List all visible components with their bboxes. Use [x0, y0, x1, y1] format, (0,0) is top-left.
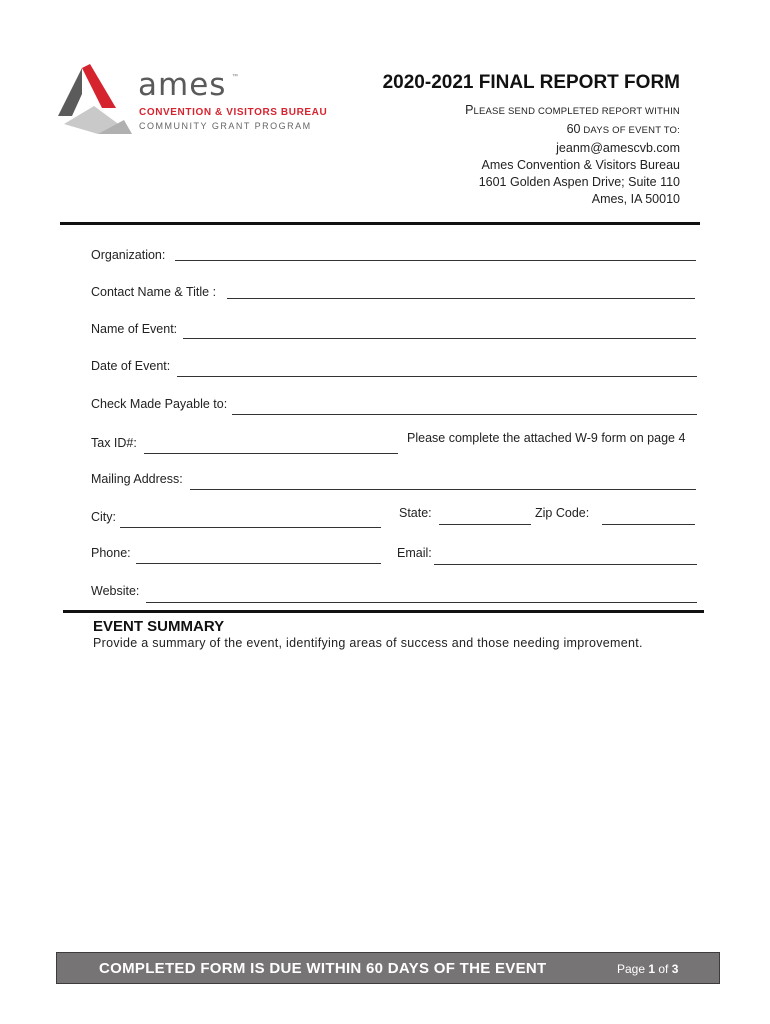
- address-street: 1601 Golden Aspen Drive; Suite 110: [478, 175, 680, 189]
- page-indicator: Page 1 of 3: [617, 962, 679, 976]
- organization-label: Organization:: [91, 248, 166, 262]
- contact-email: jeanm@amescvb.com: [556, 141, 680, 155]
- organization-field[interactable]: [175, 260, 696, 261]
- event-summary-area[interactable]: [93, 660, 697, 940]
- send-instruction-line2: 60 DAYS OF EVENT TO:: [566, 122, 680, 136]
- address-city: Ames, IA 50010: [591, 192, 680, 206]
- phone-label: Phone:: [91, 546, 131, 560]
- event-date-label: Date of Event:: [91, 359, 171, 373]
- logo-wordmark: ames: [138, 67, 227, 103]
- city-field[interactable]: [120, 527, 381, 528]
- phone-field[interactable]: [136, 563, 381, 564]
- email-field[interactable]: [434, 564, 697, 565]
- event-summary-title: EVENT SUMMARY: [93, 618, 225, 635]
- logo-tagline-program: COMMUNITY GRANT PROGRAM: [139, 121, 312, 131]
- state-field[interactable]: [439, 524, 531, 525]
- zip-label: Zip Code:: [535, 506, 590, 520]
- header-divider: [60, 222, 700, 225]
- state-label: State:: [399, 506, 432, 520]
- tax-id-field[interactable]: [144, 453, 398, 454]
- payable-label: Check Made Payable to:: [91, 397, 228, 411]
- report-title: 2020-2021 FINAL REPORT FORM: [382, 72, 680, 93]
- logo-tagline-bureau: CONVENTION & VISITORS BUREAU: [139, 107, 328, 118]
- mailing-address-label: Mailing Address:: [91, 472, 183, 486]
- city-label: City:: [91, 510, 116, 524]
- contact-label: Contact Name & Title :: [91, 285, 217, 299]
- w9-note: Please complete the attached W-9 form on page 4: [407, 431, 686, 445]
- logo-trademark: ™: [232, 74, 238, 80]
- tax-id-label: Tax ID#:: [91, 436, 137, 450]
- event-name-field[interactable]: [183, 338, 696, 339]
- event-summary-description: Provide a summary of the event, identifying areas of success and those needing improvement.: [93, 636, 643, 650]
- event-name-label: Name of Event:: [91, 322, 178, 336]
- footer-due-notice: COMPLETED FORM IS DUE WITHIN 60 DAYS OF THE EVENT: [99, 960, 547, 977]
- website-label: Website:: [91, 584, 140, 598]
- send-instruction-line1: PLEASE SEND COMPLETED REPORT WITHIN: [465, 103, 680, 117]
- zip-field[interactable]: [602, 524, 695, 525]
- address-organization: Ames Convention & Visitors Bureau: [481, 158, 680, 172]
- payable-field[interactable]: [232, 414, 697, 415]
- form-divider: [63, 610, 704, 613]
- email-label: Email:: [397, 546, 432, 560]
- ames-logo-mark: [58, 64, 136, 138]
- event-date-field[interactable]: [177, 376, 697, 377]
- contact-field[interactable]: [227, 298, 695, 299]
- website-field[interactable]: [146, 602, 697, 603]
- mailing-address-field[interactable]: [190, 489, 696, 490]
